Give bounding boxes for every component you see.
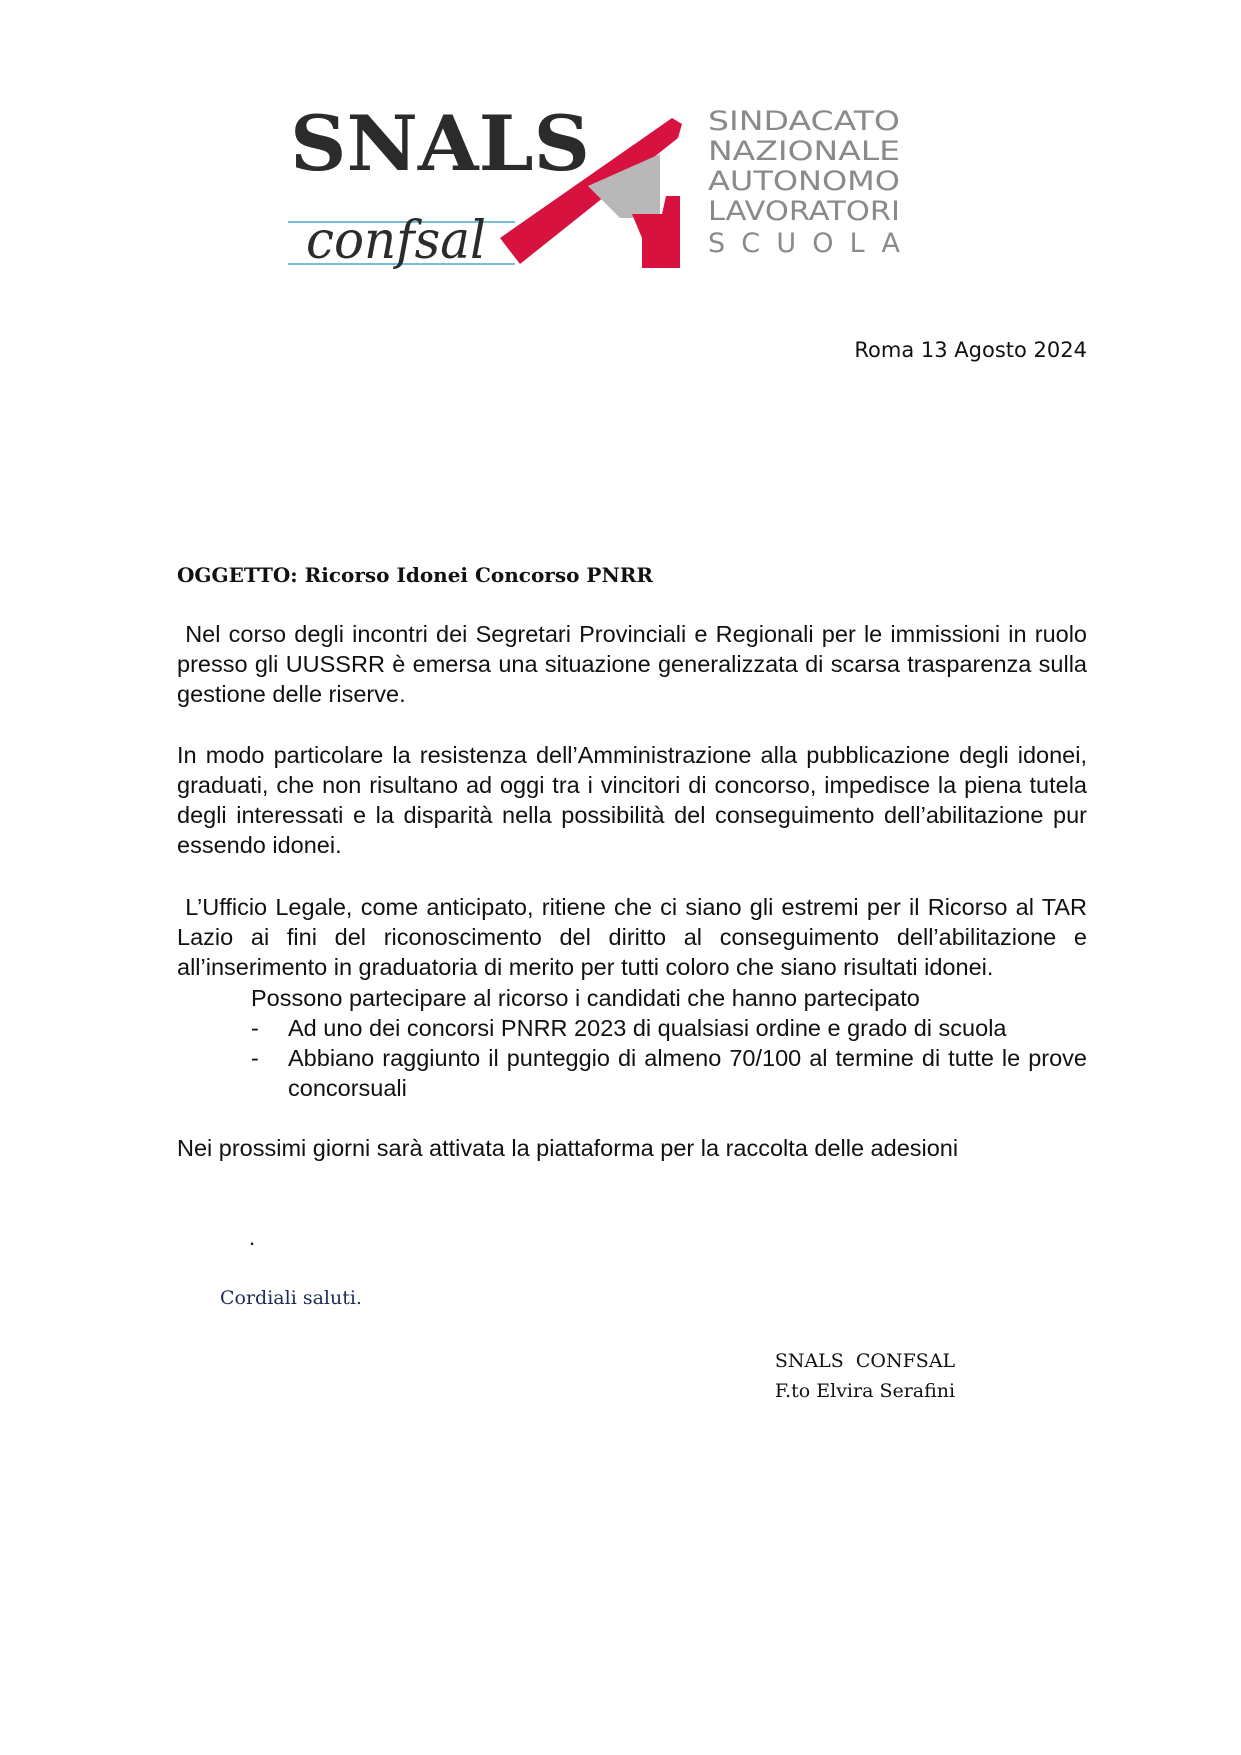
requirements-list	[251, 1013, 1087, 1103]
greeting: Cordiali saluti.	[220, 1287, 362, 1309]
signature-name: F.to Elvira Serafini	[774, 1380, 956, 1402]
signature-block	[760, 1346, 970, 1406]
logo-tagline-1: SINDACATO	[708, 106, 900, 137]
list-item	[251, 1043, 1087, 1103]
list-item-text: Abbiano raggiunto il punteggio di almeno 70/100 al termine di tutte le prove concorsuali	[288, 1045, 1087, 1101]
logo-tagline-3: AUTONOMO	[708, 166, 900, 197]
logo-wordmark: SNALS	[290, 99, 590, 188]
paragraph-1: Nel corso degli incontri dei Segretari Provinciali e Regionali per le immissioni in ruolo presso gli UUSSRR è emersa una situazione generalizzata di scarsa trasparenza sulla gestione delle riserve.	[177, 621, 1094, 707]
list-intro: Possono partecipare al ricorso i candidati che hanno partecipato	[251, 985, 920, 1011]
list-item-text: Ad uno dei concorsi PNRR 2023 di qualsiasi ordine e grado di scuola	[288, 1015, 1007, 1041]
logo-script: confsal	[306, 211, 486, 271]
list-item	[251, 1013, 1087, 1043]
bullet-dash: -	[251, 1015, 259, 1041]
paragraph-2: In modo particolare la resistenza dell’Amministrazione alla pubblicazione degli idonei, graduati, che non risultano ad oggi tra i vincitori di concorso, impedisce la piena tutela degli interessati e la disparità nella possibilità del conseguimento dell’abilitazione pur essendo idonei.	[177, 742, 1087, 858]
snals-confsal-logo	[270, 68, 950, 298]
closing-paragraph: Nei prossimi giorni sarà attivata la piattaforma per la raccolta delle adesioni	[177, 1135, 959, 1161]
logo-graphic	[270, 68, 950, 298]
logo-tagline-5: SCUOLA	[708, 228, 900, 259]
bullet-dash: -	[251, 1045, 259, 1071]
logo-tagline-4: LAVORATORI	[708, 196, 900, 227]
logo-tagline-2: NAZIONALE	[708, 136, 900, 167]
letter-subject: OGGETTO: Ricorso Idonei Concorso PNRR	[177, 563, 653, 587]
stray-dot: .	[249, 1225, 256, 1250]
letter-date: Roma 13 Agosto 2024	[854, 338, 1087, 362]
paragraph-3: L’Ufficio Legale, come anticipato, ritiene che ci siano gli estremi per il Ricorso al TAR Lazio ai fini del riconoscimento del diritto al conseguimento dell’abilitazione e all’inserimento in graduatoria di merito per tutti coloro che siano risultati idonei.	[177, 894, 1094, 980]
signature-org: SNALS CONFSAL	[774, 1350, 956, 1372]
